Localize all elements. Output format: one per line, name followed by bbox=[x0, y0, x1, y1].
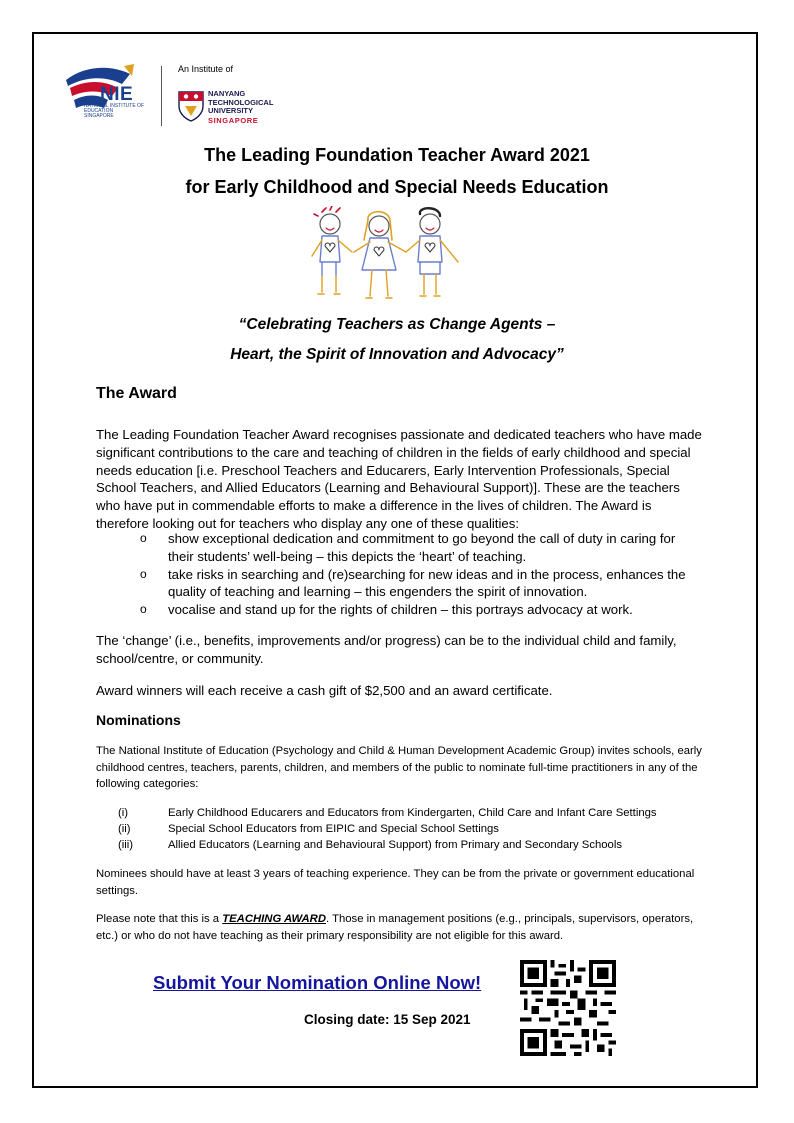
page-title: The Leading Foundation Teacher Award 2021 bbox=[204, 145, 590, 165]
institute-of-label: An Institute of bbox=[178, 64, 234, 74]
category-text: Special School Educators from EIPIC and Special School Settings bbox=[168, 823, 499, 835]
award-heading: The Award bbox=[96, 385, 177, 402]
category-number: (iii) bbox=[118, 839, 134, 851]
logo-divider bbox=[161, 66, 162, 126]
ntu-crest-icon bbox=[178, 90, 204, 122]
note-paragraph: Please note that this is a TEACHING AWARD. Those in management positions (e.g., principals, supervisors, operators, etc.) or who do not have teaching as their primary responsibility are not eligible for this award. bbox=[96, 913, 694, 942]
list-item: o take risks in searching and (re)searching for new ideas and in the process, enhances the quality of teaching and learning – this engenders the spirit of innovation. bbox=[140, 566, 686, 600]
bullet-icon: o bbox=[140, 531, 147, 545]
ntu-name: NANYANG TECHNOLOGICAL UNIVERSITY bbox=[208, 89, 274, 115]
category-number: (ii) bbox=[118, 823, 131, 835]
submit-nomination-link[interactable]: Submit Your Nomination Online Now! bbox=[153, 972, 482, 993]
bullet-icon: o bbox=[140, 566, 147, 581]
slogan-line-2: Heart, the Spirit of Innovation and Advocacy” bbox=[230, 346, 564, 363]
change-paragraph: The ‘change’ (i.e., benefits, improvements and/or progress) can be to the individual child and family, school/centre, or community. bbox=[96, 633, 677, 666]
category-number: (i) bbox=[118, 807, 129, 819]
award-intro: The Leading Foundation Teacher Award recognises passionate and dedicated teachers who have made significant contributions to the care and teaching of children in the fields of early childhood and special needs education [i.e. Preschool Teachers and Educarers, Early Intervention Professionals, Special School Teachers, and Allied Educators (Learning and Behavioural Support)]. These are the teachers who have put in commendable efforts to make a difference in the lives of children. The Award is therefore looking out for teachers who display any one of these qualities: bbox=[96, 427, 702, 531]
list-item: o show exceptional dedication and commitment to go beyond the call of duty in caring for their students’ well-being – this depicts the ‘heart’ of teaching. bbox=[140, 531, 676, 564]
nominees-paragraph: Nominees should have at least 3 years of teaching experience. They can be from the private or government educational settings. bbox=[96, 868, 695, 897]
category-text: Early Childhood Educarers and Educators from Kindergarten, Child Care and Infant Care Settings bbox=[168, 807, 657, 819]
slogan-line-1: “Celebrating Teachers as Change Agents – bbox=[238, 316, 556, 333]
page-subtitle: for Early Childhood and Special Needs Education bbox=[185, 177, 609, 197]
qr-code-icon[interactable] bbox=[520, 960, 616, 1056]
nie-wordmark: NIE bbox=[100, 84, 134, 105]
nominations-heading: Nominations bbox=[96, 712, 181, 728]
nie-subtitle: NATIONAL INSTITUTE OF EDUCATION SINGAPORE bbox=[84, 103, 145, 120]
category-text: Allied Educators (Learning and Behavioural Support) from Primary and Secondary Schools bbox=[168, 839, 622, 851]
list-item: o vocalise and stand up for the rights of children – this portrays advocacy at work. bbox=[140, 602, 633, 618]
children-drawing-icon bbox=[308, 206, 486, 306]
bullet-icon: o bbox=[140, 602, 147, 617]
nominations-intro: The National Institute of Education (Psychology and Child & Human Development Academic Group) invites schools, early childhood centres, teachers, parents, children, and members of the public to nominate full-time practitioners in any of the following categories: bbox=[96, 745, 702, 790]
cash-paragraph: Award winners will each receive a cash gift of $2,500 and an award certificate. bbox=[96, 683, 553, 698]
teaching-award-emphasis: TEACHING AWARD bbox=[222, 913, 326, 925]
qualities-list bbox=[140, 530, 700, 619]
ntu-country: SINGAPORE bbox=[208, 116, 259, 125]
closing-date: Closing date: 15 Sep 2021 bbox=[304, 1012, 471, 1027]
